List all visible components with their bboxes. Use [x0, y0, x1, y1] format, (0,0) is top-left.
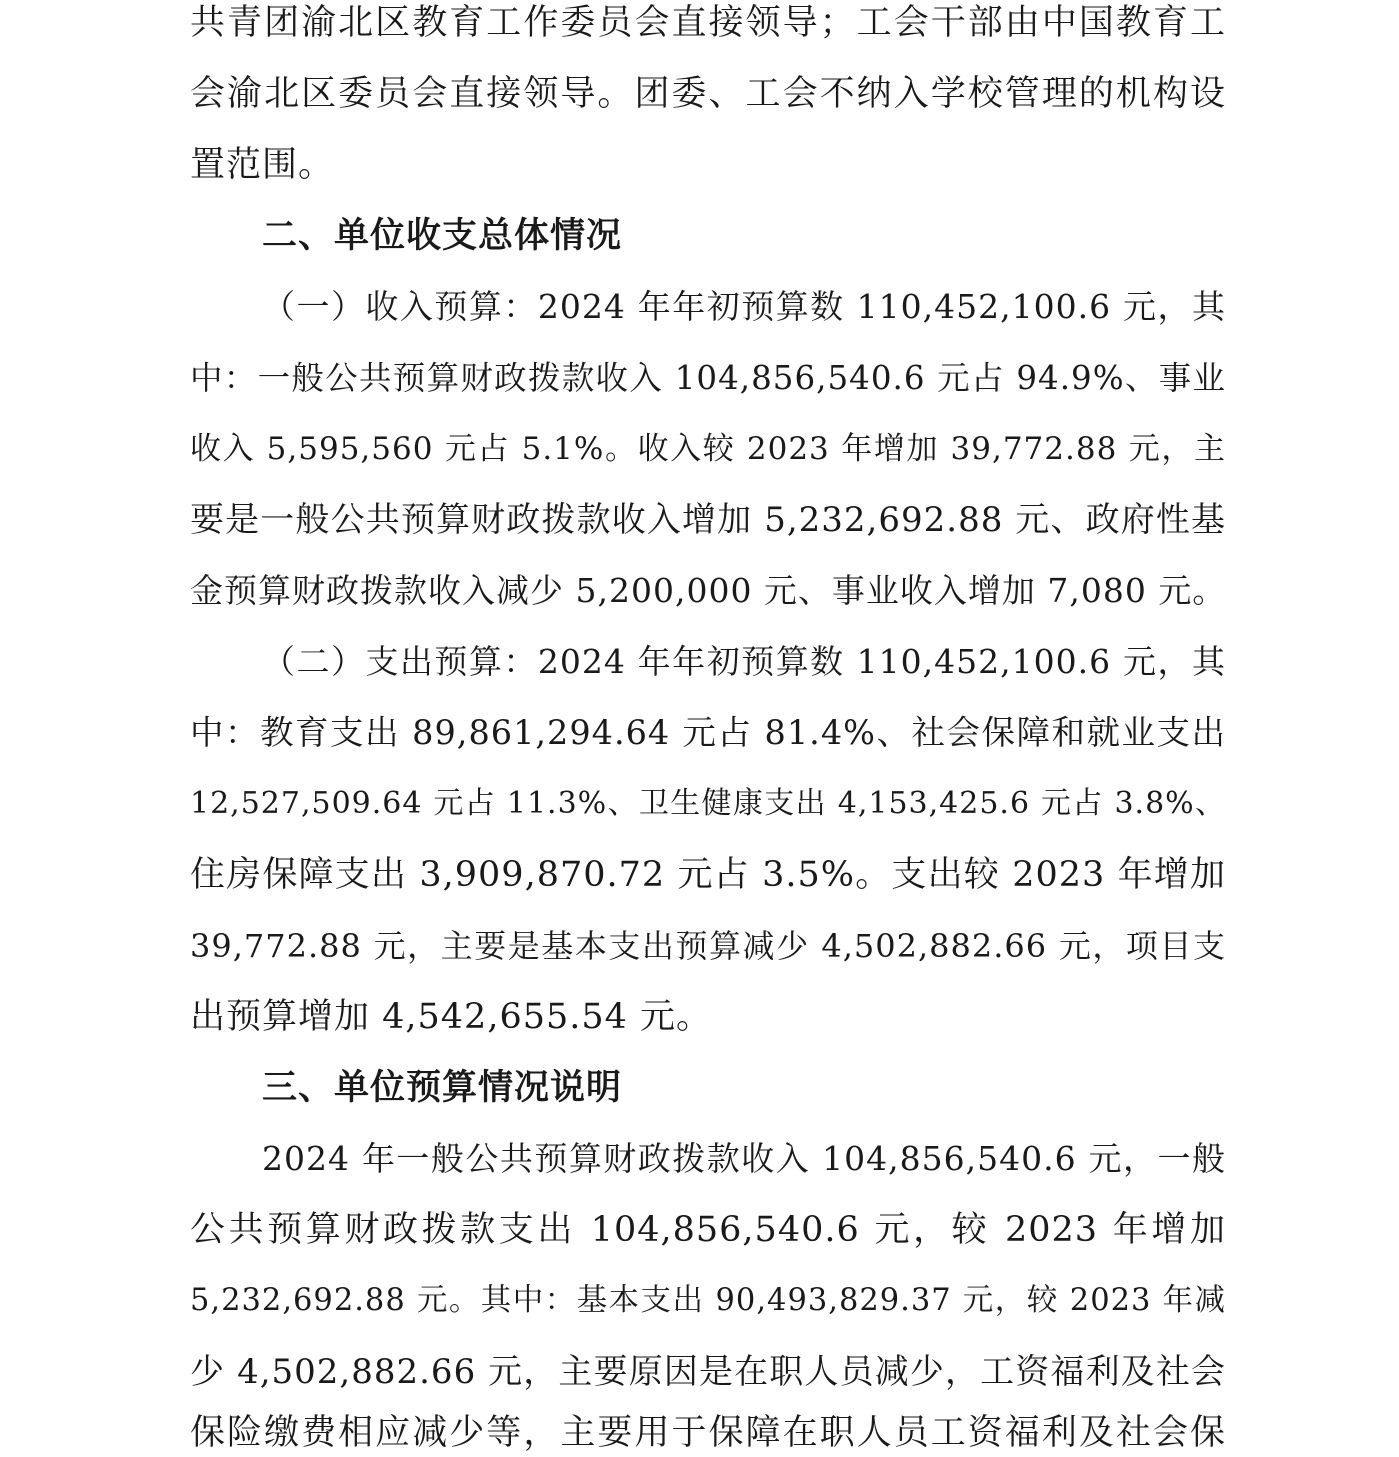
- text-line: 中：教育支出 89,861,294.64 元占 81.4%、社会保障和就业支出: [190, 713, 1226, 752]
- text-line: 少 4,502,882.66 元，主要原因是在职人员减少，工资福利及社会: [190, 1352, 1226, 1392]
- text-line: 要是一般公共预算财政拨款收入增加 5,232,692.88 元、政府性基: [190, 500, 1226, 540]
- text-line: 公共预算财政拨款支出 104,856,540.6 元，较 2023 年增加: [190, 1210, 1226, 1250]
- text-line: 住房保障支出 3,909,870.72 元占 3.5%。支出较 2023 年增加: [190, 855, 1226, 895]
- text-line: 保险缴费相应减少等，主要用于保障在职人员工资福利及社会保: [190, 1413, 1226, 1453]
- text-line: （一）收入预算：2024 年年初预算数 110,452,100.6 元，其: [262, 287, 1226, 326]
- text-line: 置范围。: [190, 145, 335, 185]
- section-heading: 二、单位收支总体情况: [262, 216, 623, 256]
- text-line: 2024 年一般公共预算财政拨款收入 104,856,540.6 元，一般: [262, 1139, 1226, 1178]
- text-line: 共青团渝北区教育工作委员会直接领导；工会干部由中国教育工: [190, 3, 1226, 43]
- text-line: 收入 5,595,560 元占 5.1%。收入较 2023 年增加 39,772.88 元，主: [190, 431, 1226, 467]
- text-line: 出预算增加 4,542,655.54 元。: [190, 997, 713, 1037]
- text-line: 会渝北区委员会直接领导。团委、工会不纳入学校管理的机构设: [190, 74, 1226, 114]
- text-line: 12,527,509.64 元占 11.3%、卫生健康支出 4,153,425.6 元占 3.8%、: [190, 786, 1226, 821]
- section-heading: 三、单位预算情况说明: [262, 1068, 623, 1108]
- text-line: （二）支出预算：2024 年年初预算数 110,452,100.6 元，其: [262, 642, 1226, 681]
- text-line: 金预算财政拨款收入减少 5,200,000 元、事业收入增加 7,080 元。: [190, 571, 1227, 610]
- text-line: 39,772.88 元，主要是基本支出预算减少 4,502,882.66 元，项目支: [190, 927, 1226, 965]
- text-line: 5,232,692.88 元。其中：基本支出 90,493,829.37 元，较 2023 年减: [190, 1283, 1226, 1318]
- text-line: 中：一般公共预算财政拨款收入 104,856,540.6 元占 94.9%、事业: [190, 359, 1226, 397]
